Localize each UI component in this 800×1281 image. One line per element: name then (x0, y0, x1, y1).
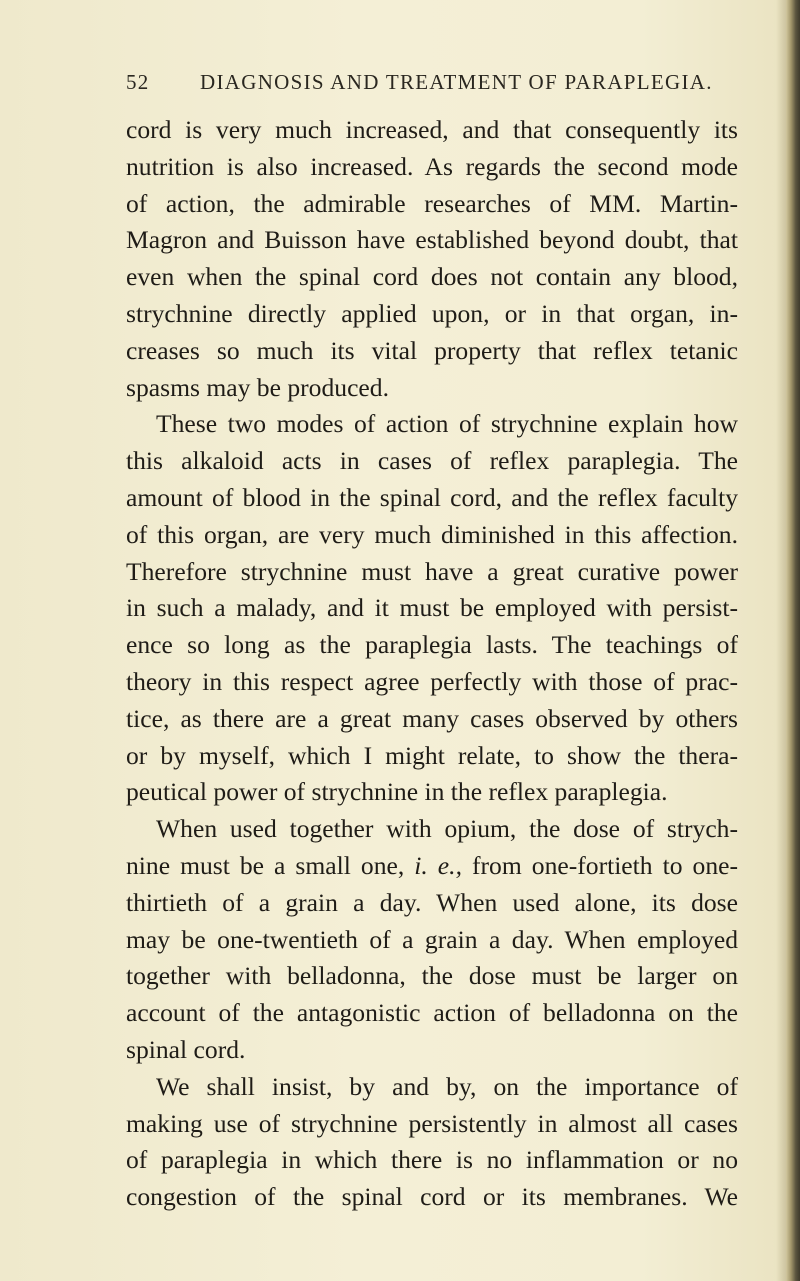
text-line: ence so long as the paraplegia lasts. The teachings of (126, 630, 738, 660)
text-line: We shall insist, by and by, on the importance of (156, 1071, 738, 1101)
text-line: cord is very much increased, and that consequently its (126, 115, 738, 144)
page-number: 52 (126, 70, 150, 94)
text-line: Magron and Buisson have established beyond doubt, that (126, 225, 738, 255)
text-line: account of the antagonistic action of belladonna on the (126, 998, 738, 1028)
text-line: this alkaloid acts in cases of reflex paraplegia. The (126, 446, 738, 476)
text-line: creases so much its vital property that reflex tetanic (126, 335, 738, 365)
text-line: spasms may be produced. (126, 372, 389, 402)
text-line: making use of strychnine persistently in almost all cases (126, 1108, 738, 1138)
text-line: of action, the admirable researches of MM. Martin- (126, 188, 738, 218)
text-line: spinal cord. (126, 1034, 246, 1064)
text-line: theory in this respect agree perfectly with those of prac- (126, 666, 738, 696)
running-title: DIAGNOSIS AND TREATMENT OF PARAPLEGIA. (200, 70, 713, 94)
text-line: may be one-twentieth of a grain a day. When employed (126, 924, 738, 954)
text-line: When used together with opium, the dose of strych- (156, 814, 738, 844)
text-line: even when the spinal cord does not contain any blood, (126, 262, 738, 292)
text-line: amount of blood in the spinal cord, and the reflex faculty (126, 482, 738, 512)
text-line: together with belladonna, the dose must be larger on (126, 961, 738, 991)
text-line: or by myself, which I might relate, to show the thera- (126, 740, 738, 770)
page-edge-shadow (776, 0, 786, 1281)
text-line: in such a malady, and it must be employed with persist- (126, 593, 738, 623)
text-line: tice, as there are a great many cases observed by others (126, 703, 738, 733)
text-fragment: nine must be a small one, (126, 850, 405, 880)
text-line: peutical power of strychnine in the reflex paraplegia. (126, 777, 668, 807)
text-line (126, 848, 738, 885)
body-text (126, 112, 738, 1216)
text-line: of paraplegia in which there is no inflammation or no (126, 1145, 738, 1175)
text-line: congestion of the spinal cord or its membranes. We (126, 1182, 738, 1212)
text-line: of this organ, are very much diminished in this affection. (126, 519, 738, 549)
text-line: These two modes of action of strychnine explain how (156, 409, 738, 439)
text-fragment: from one-fortieth to one- (472, 850, 738, 880)
italic-abbreviation: i. e., (414, 850, 462, 880)
text-line: Therefore strychnine must have a great curative power (126, 556, 738, 586)
book-spine-edge (786, 0, 800, 1281)
text-line: strychnine directly applied upon, or in that organ, in- (126, 298, 738, 328)
text-line: nutrition is also increased. As regards the second mode (126, 151, 738, 181)
text-line: thirtieth of a grain a day. When used alone, its dose (126, 887, 738, 917)
